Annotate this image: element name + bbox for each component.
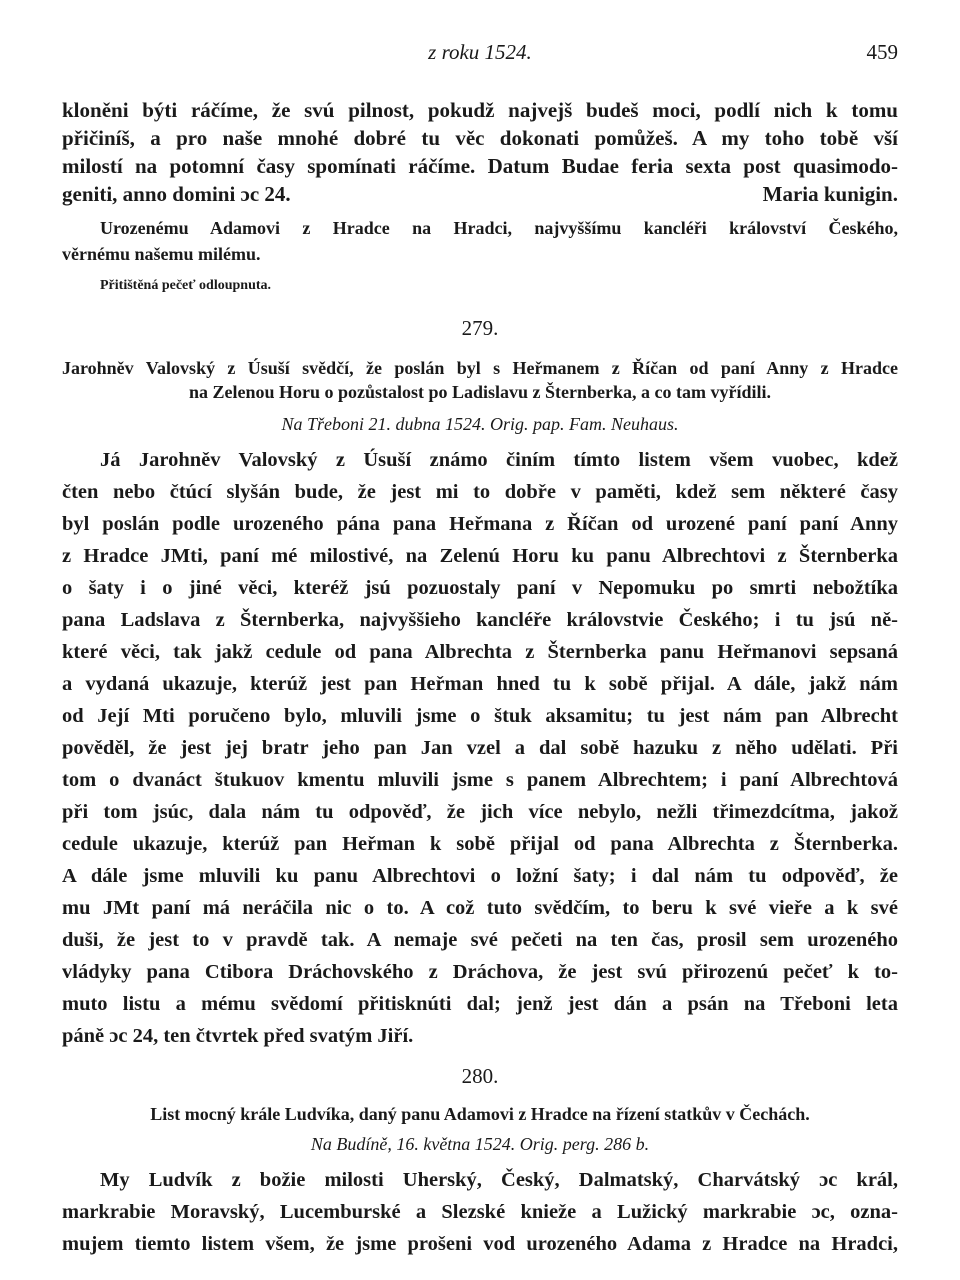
text-line: o šaty i o jiné věci, kteréž jsú pozuostaly paní v Nepomuku po smrti nebožtíka	[62, 577, 898, 599]
source-note: Na Třeboni 21. dubna 1524. Orig. pap. Fam. Neuhaus.	[281, 414, 679, 434]
document-number: 279.	[461, 316, 499, 340]
summary-line: na Zelenou Horu o pozůstalost po Ladislavu z Šternberka, a co tam vyřídili.	[188, 382, 772, 402]
text-line: které věci, tak jakž cedule od pana Albrechta z Šternberka panu Heřmanovi sepsaná	[62, 641, 898, 663]
text-line: byl poslán podle urozeného pána pana Heřmana z Říčan od urozené paní paní Anny	[62, 513, 898, 535]
seal-note: Přitištěná pečeť odloupnuta.	[100, 278, 272, 293]
text-line: a vydaná ukazuje, kterúž jest pan Heřman hned tu k sobě přijal. A dále, jakž nám	[62, 673, 898, 695]
text-line: tom o dvanáct štukuov kmentu mluvili jsme s panem Albrechtem; i paní Albrechtová	[62, 769, 898, 791]
text-line: Já Jarohněv Valovský z Úsuší známo činím tímto listem všem vuobec, kdež	[100, 449, 898, 471]
text-line: cedule ukazuje, kterúž pan Heřman k sobě přijal od pana Albrechta z Šternberka.	[62, 833, 898, 855]
text-line: A dále jsme mluvili ku panu Albrechtovi o ložní šaty; i dal nám tu odpověď, že	[62, 865, 898, 887]
summary-line: List mocný krále Ludvíka, daný panu Adamovi z Hradce na řízení statkův v Čechách.	[150, 1104, 810, 1124]
page-number: 459	[866, 40, 898, 64]
text-line: muto listu a mému svědomí přitisknúti dal; jenž jest dán a psán na Třeboni leta	[62, 993, 898, 1015]
running-head	[62, 40, 898, 70]
summary-line: Jarohněv Valovský z Úsuší svědčí, že poslán byl s Heřmanem z Říčan od paní Anny z Hradce	[62, 358, 898, 378]
text-line: markrabie Moravský, Lucemburské a Slezské knieže a Lužický markrabie ɔc, ozna-	[62, 1201, 898, 1223]
text-line: čten nebo čtúcí slyšán bude, že jest mi to dobře v paměti, kdež sem některé časy	[62, 481, 898, 503]
text-line: kloněni býti ráčíme, že svú pilnost, pokudž najvejš budeš moci, podlí nich k tomu	[62, 98, 898, 122]
text-line: přičiníš, a pro naše mnohé dobré tu věc dokonati pomůžeš. A my toho tobě vší	[62, 126, 898, 150]
source-note: Na Budíně, 16. května 1524. Orig. perg. 286 b.	[310, 1134, 650, 1154]
signature: Maria kunigin.	[762, 182, 898, 206]
text-line: pověděl, že jest jej bratr jeho pan Jan vzel a dal sobě hazuku z něho udělati. Při	[62, 737, 898, 759]
text-line: při tom jsúc, dala nám tu odpověď, že jich více nebylo, nežli třimezdcítma, jakož	[62, 801, 898, 823]
text-line: z Hradce JMti, paní mé milostivé, na Zelenú Horu ku panu Albrechtovi z Šternberka	[62, 545, 898, 567]
text-line: páně ɔc 24, ten čtvrtek před svatým Jiří.	[62, 1025, 414, 1047]
text-line: od Její Mti poručeno bylo, mluvili jsme o štuk aksamitu; tu jest nám pan Albrecht	[62, 705, 898, 727]
address-line: věrnému našemu milému.	[62, 244, 261, 264]
text-line-content: geniti, anno domini ɔc 24.	[62, 182, 291, 206]
text-line: duši, že jest to v pravdě tak. A nemaje své pečeti na ten čas, prosil sem urozeného	[62, 929, 898, 951]
text-line: mu JMt paní má neráčila nic o to. A což tuto svědčím, to beru k své vieře a k své	[62, 897, 898, 919]
address-line: Urozenému Adamovi z Hradce na Hradci, najvyššímu kancléři království Českého,	[100, 218, 898, 238]
text-line	[62, 180, 898, 208]
text-line: pana Ladslava z Šternberka, najvyššieho kancléře královstvie Českého; i tu jsú ně-	[62, 609, 898, 631]
document-number: 280.	[461, 1064, 499, 1088]
text-line: My Ludvík z božie milosti Uherský, Český, Dalmatský, Charvátský ɔc král,	[100, 1169, 898, 1191]
text-line: vládyky pana Ctibora Dráchovského z Dráchova, že jest svú přirozenú pečeť k to-	[62, 961, 898, 983]
text-line: milostí na potomní časy spomínati ráčíme. Datum Budae feria sexta post quasimodo-	[62, 154, 898, 178]
running-title: z roku 1524.	[428, 40, 532, 64]
text-line: mujem tiemto listem všem, že jsme prošeni vod urozeného Adama z Hradce na Hradci,	[62, 1233, 898, 1255]
